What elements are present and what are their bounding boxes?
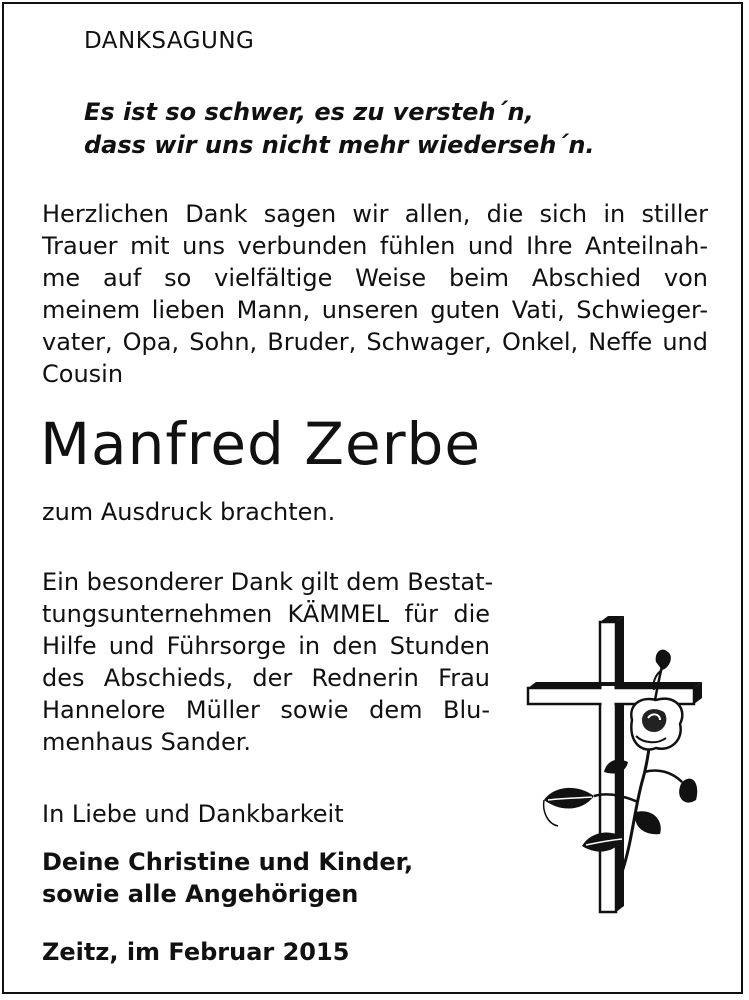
thanks-line: Ein besonderer Dank gilt dem Bestat- xyxy=(42,568,494,596)
place-date: Zeitz, im Februar 2015 xyxy=(42,938,350,966)
quote-line: Es ist so schwer, es zu versteh´n, xyxy=(84,98,534,126)
intro-line: Cousin xyxy=(42,360,124,388)
thanks-line: Hilfe und Führsorge in den Stunden xyxy=(42,632,490,660)
intro-line: meinem lieben Mann, unseren guten Vati, Schwieger- xyxy=(42,296,708,324)
deceased-name: Manfred Zerbe xyxy=(40,410,482,478)
thanks-line: Hannelore Müller sowie dem Blu- xyxy=(42,696,490,724)
intro-line: Herzlichen Dank sagen wir allen, die sich in stiller xyxy=(42,200,708,228)
intro-line: Trauer mit uns verbunden fühlen und Ihre Anteilnah- xyxy=(42,232,708,260)
closing-text: In Liebe und Dankbarkeit xyxy=(42,800,344,828)
quote-line: dass wir uns nicht mehr wiederseh´n. xyxy=(84,131,595,159)
intro-line: me auf so vielfältige Weise beim Abschied von xyxy=(42,264,708,292)
expressed-text: zum Ausdruck brachten. xyxy=(42,498,336,526)
intro-line: vater, Opa, Sohn, Bruder, Schwager, Onkel, Neffe und xyxy=(42,328,708,356)
signature-line: Deine Christine und Kinder, xyxy=(42,848,414,876)
notice-heading: DANKSAGUNG xyxy=(84,28,255,54)
intro-paragraph xyxy=(42,198,708,390)
cross-with-rose-icon xyxy=(524,612,704,918)
thanks-line: des Abschieds, der Rednerin Frau xyxy=(42,664,490,692)
quote xyxy=(84,96,595,162)
thanks-line: tungsunternehmen KÄMMEL für die xyxy=(42,600,490,628)
special-thanks-paragraph xyxy=(42,566,494,758)
signature-line: sowie alle Angehörigen xyxy=(42,880,359,908)
signature-block xyxy=(42,846,413,910)
thanks-line: menhaus Sander. xyxy=(42,728,252,756)
